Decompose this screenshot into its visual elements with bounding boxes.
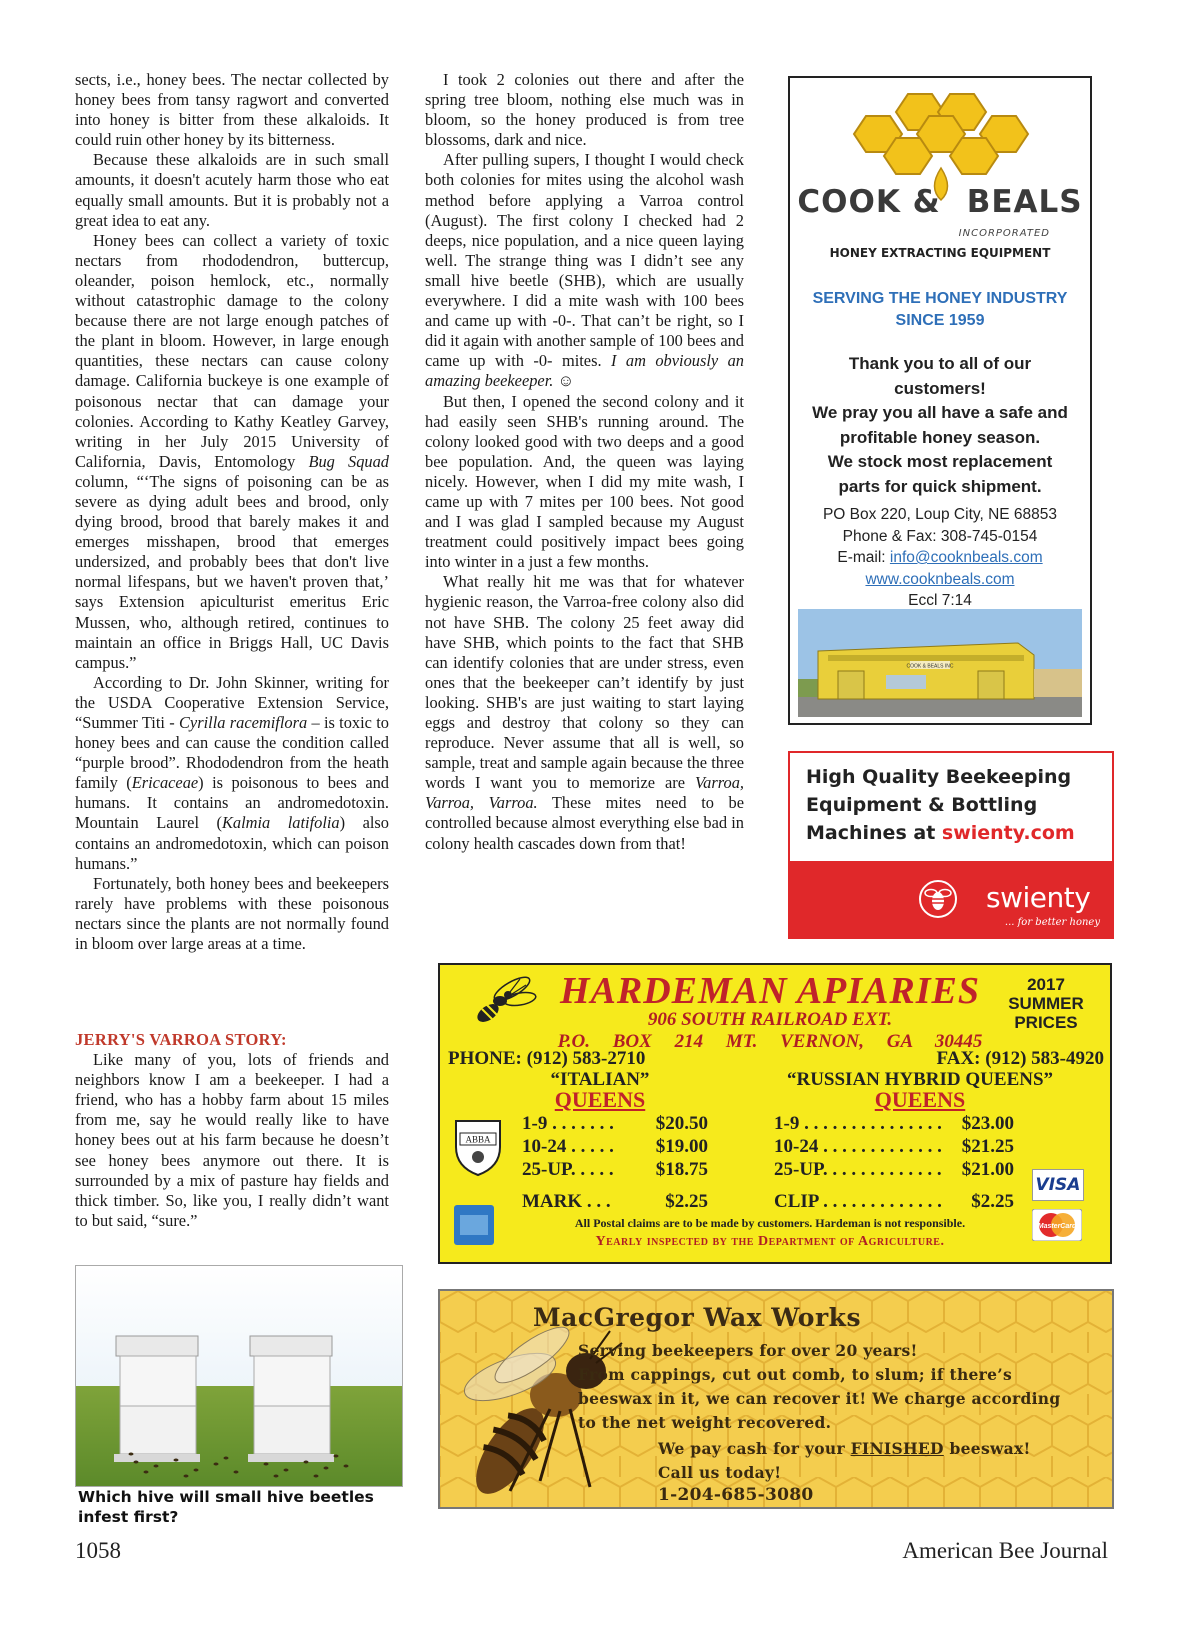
cook-beals-tagline: HONEY EXTRACTING EQUIPMENT <box>829 246 1051 260</box>
macgregor-phone[interactable]: 1-204-685-3080 <box>658 1485 814 1505</box>
email-link[interactable]: info@cooknbeals.com <box>889 549 1043 566</box>
cook-beals-brand: COOK & BEALS <box>797 184 1083 220</box>
hardeman-fax: FAX: (912) 583-4920 <box>936 1048 1104 1069</box>
page-number: 1058 <box>75 1538 121 1563</box>
hardeman-phone: PHONE: (912) 583-2710 <box>448 1048 646 1069</box>
russian-price-row: 10-24 . . . . . . . . . . . . . $21.25 <box>774 1136 1014 1157</box>
svg-text:ABBA: ABBA <box>465 1134 491 1145</box>
russian-queens-heading: QUEENS <box>874 1087 966 1112</box>
bee-logo-icon <box>918 879 958 919</box>
swienty-logo-band <box>790 861 1112 937</box>
hive-photo <box>75 1265 403 1487</box>
photo-caption: Which hive will small hive beetles infest first? <box>78 1488 374 1526</box>
hardeman-apiaries-ad[interactable] <box>438 963 1112 1264</box>
italian-price-row: 10-24 . . . . . $19.00 <box>522 1136 708 1157</box>
section-heading: JERRY'S VARROA STORY: <box>75 1030 287 1049</box>
bee-icon <box>470 969 540 1029</box>
website-link[interactable]: www.cooknbeals.com <box>865 570 1015 588</box>
amex-card-icon <box>454 1205 494 1245</box>
email-line: E-mail: info@cooknbeals.com <box>837 549 1043 566</box>
mark-price-row: MARK . . . $2.25 <box>522 1191 708 1212</box>
italian-price-row: 25-UP. . . . . $18.75 <box>522 1159 708 1180</box>
warehouse-sign: COOK & BEALS INC <box>906 663 954 670</box>
hardeman-title: HARDEMAN APIARIES <box>559 970 980 1012</box>
paragraph: Fortunately, both honey bees and beekeepers rarely have problems with these poisonous nectars since the plants are not normally found in bloom over large areas at a time. <box>75 873 389 954</box>
macgregor-wax-works-ad[interactable] <box>438 1289 1114 1509</box>
swienty-logo: swienty <box>986 881 1091 914</box>
verse: Eccl 7:14 <box>908 592 972 609</box>
journal-name: American Bee Journal <box>902 1538 1108 1563</box>
inspection-note: Yearly inspected by the Department of Agriculture. <box>595 1234 945 1249</box>
paragraph: Like many of you, lots of friends and neighbors know I am a beekeeper. I had a friend, who has a hobby farm about 15 miles from me, say he would really like to have honey bees out at his farm because he doesn’t see honey bees anymore out there. It is surrounded by a mix of pasture hay fields and thick timber. So, like you, I really didn’t want to but said, “sure.” <box>75 1050 389 1230</box>
abba-seal-icon <box>452 1117 504 1177</box>
phone-fax: Phone & Fax: 308-745-0154 <box>842 527 1038 545</box>
article-column-1 <box>75 70 389 954</box>
serving-text: SERVING THE HONEY INDUSTRY SINCE 1959 <box>812 290 1068 329</box>
article-column-2 <box>425 70 744 854</box>
russian-price-row: 1-9 . . . . . . . . . . . . . . . $23.00 <box>774 1113 1014 1134</box>
hardeman-street: 906 SOUTH RAILROAD EXT. <box>647 1009 893 1030</box>
cook-beals-contact <box>790 504 1090 612</box>
paragraph: Honey bees can collect a variety of toxic nectars from rhododendron, buttercup, oleander, poison hemlock, etc., normally without catastrophic damage to the colony because there are not large enough patches of the plant in bloom. However, in large enough quantities, these nectars can cause colony damage. California buckeye is one example of poisonous nectar that can damage your colonies. According to Kathy Keatley Garvey, writing in her July 2015 University of California, Davis, Entomology Bug Squad column, “‘The signs of poisoning can be as severe as dying adult bees and brood, only dying brood, brood that barely makes it and emerges misshapen, brood that emerges undersized, and probably bees that don't live normal lifespans, but we haven't proven that,’ says Extension apiculturist emeritus Eric Mussen, who, although retired, continues to maintain an office in Briggs Hall, UC Davis campus.” <box>75 230 389 672</box>
macgregor-title: MacGregor Wax Works <box>533 1303 862 1332</box>
cook-beals-ad[interactable] <box>788 76 1092 725</box>
summer-prices-badge: 2017 SUMMER PRICES <box>1008 975 1084 1032</box>
svg-text:MasterCard: MasterCard <box>1037 1223 1077 1230</box>
hardeman-po-city: P.O. BOX 214 MT. VERNON, GA 30445 <box>557 1031 983 1052</box>
italian-price-row: 1-9 . . . . . . . $20.50 <box>522 1113 708 1134</box>
paragraph: sects, i.e., honey bees. The nectar collected by honey bees from tansy ragwort and converted into honey is bitter from these alkaloids. It could ruin other honey by its bitterness. <box>75 70 389 150</box>
postal-claims-note: All Postal claims are to be made by customers. Hardeman is not responsible. <box>574 1216 966 1230</box>
story-block <box>75 1030 389 1231</box>
incorporated-label: INCORPORATED <box>958 228 1050 239</box>
italian-queens-heading: QUEENS <box>554 1087 646 1112</box>
paragraph: After pulling supers, I thought I would check both colonies for mites using the alcohol wash method before applying a Varroa control (August). The first colony I checked had 2 deeps, nice population, and a nice queen laying well. The strange thing was I didn’t see any small hive beetle (SHB), which are usually everywhere. I did a mite wash with 100 bees and came up with -0-. That can’t be right, so I did it again with another sample of 100 bees and came up with -0- mites. I am obviously an amazing beekeeper. ☺ <box>425 150 744 391</box>
russian-price-row: 25-UP. . . . . . . . . . . . . $21.00 <box>774 1159 1014 1180</box>
warehouse-photo <box>798 609 1082 717</box>
paragraph: According to Dr. John Skinner, writing for the USDA Cooperative Extension Service, “Summer Titi - Cyrilla racemiflora – is toxic to honey bees and can cause the condition called “purple brood”. Rhododendron from the heath family (Ericaceae) is poisonous to bees and humans. It contains an andromedotoxin. Mountain Laurel (Kalmia latifolia) also contains an andromedotoxin, which can poison humans.” <box>75 672 390 873</box>
swienty-link[interactable]: swienty.com <box>941 822 1075 844</box>
paragraph: But then, I opened the second colony and it had easily seen SHB's running around. The colony looked good with two deeps and a good bee population. And, the queen was laying nicely. However, when I did my mite wash, I came up with 7 mites per 100 bees. Not good and I was glad I sampled because my August treatment could positively impact bees going into winter in a just a few months. <box>425 391 744 572</box>
visa-card-icon: VISA <box>1032 1169 1084 1201</box>
po-box: PO Box 220, Loup City, NE 68853 <box>822 506 1058 523</box>
italian-label: “ITALIAN” <box>550 1069 650 1090</box>
russian-label: “RUSSIAN HYBRID QUEENS” <box>786 1069 1054 1090</box>
swienty-ad[interactable] <box>788 751 1114 939</box>
paragraph: Because these alkaloids are in such small amounts, it doesn't acutely harm those who eat equally small amounts. But it is probably not a great idea to eat any. <box>75 150 389 230</box>
swienty-tagline: ... for better honey <box>1004 917 1100 928</box>
paragraph: I took 2 colonies out there and after the spring tree bloom, nothing else much was in bloom, so the honey produced is from tree blossoms, dark and nice. <box>425 70 744 150</box>
clip-price-row: CLIP . . . . . . . . . . . . . $2.25 <box>774 1191 1014 1212</box>
swienty-text: High Quality Beekeeping Equipment & Bottling Machines at swienty.com <box>806 766 1075 844</box>
paragraph: What really hit me was that for whatever hygienic reason, the Varroa-free colony also did not have SHB. The colony 25 feet away did have SHB, which points to the fact that SHB can identify colonies that are under stress, even ones that the beekeeper can’t identify by just looking. SHB's are just waiting to start laying eggs and destroy that colony so they can reproduce. Never assume that all is well, so sample, treat and sample again because the three words I want you to memorize are Varroa, Varroa, Varroa. These mites need to be controlled because almost everything else bad in colony health cascades down from that! <box>425 572 744 853</box>
thanks-text: Thank you to all of our customers! We pray you all have a safe and profitable honey season. We stock most replacement parts for quick shipment. <box>812 354 1068 496</box>
macgregor-text: MacGregor Wax Works Serving beekeepers for over 20 years! From cappings, cut out comb, to slum; if there’s beeswax in it, we can recover it! We charge according to the net weight recovered. We pay cash for your FINISHED beeswax! Call us today! 1-204-685-3080 <box>533 1303 1061 1505</box>
